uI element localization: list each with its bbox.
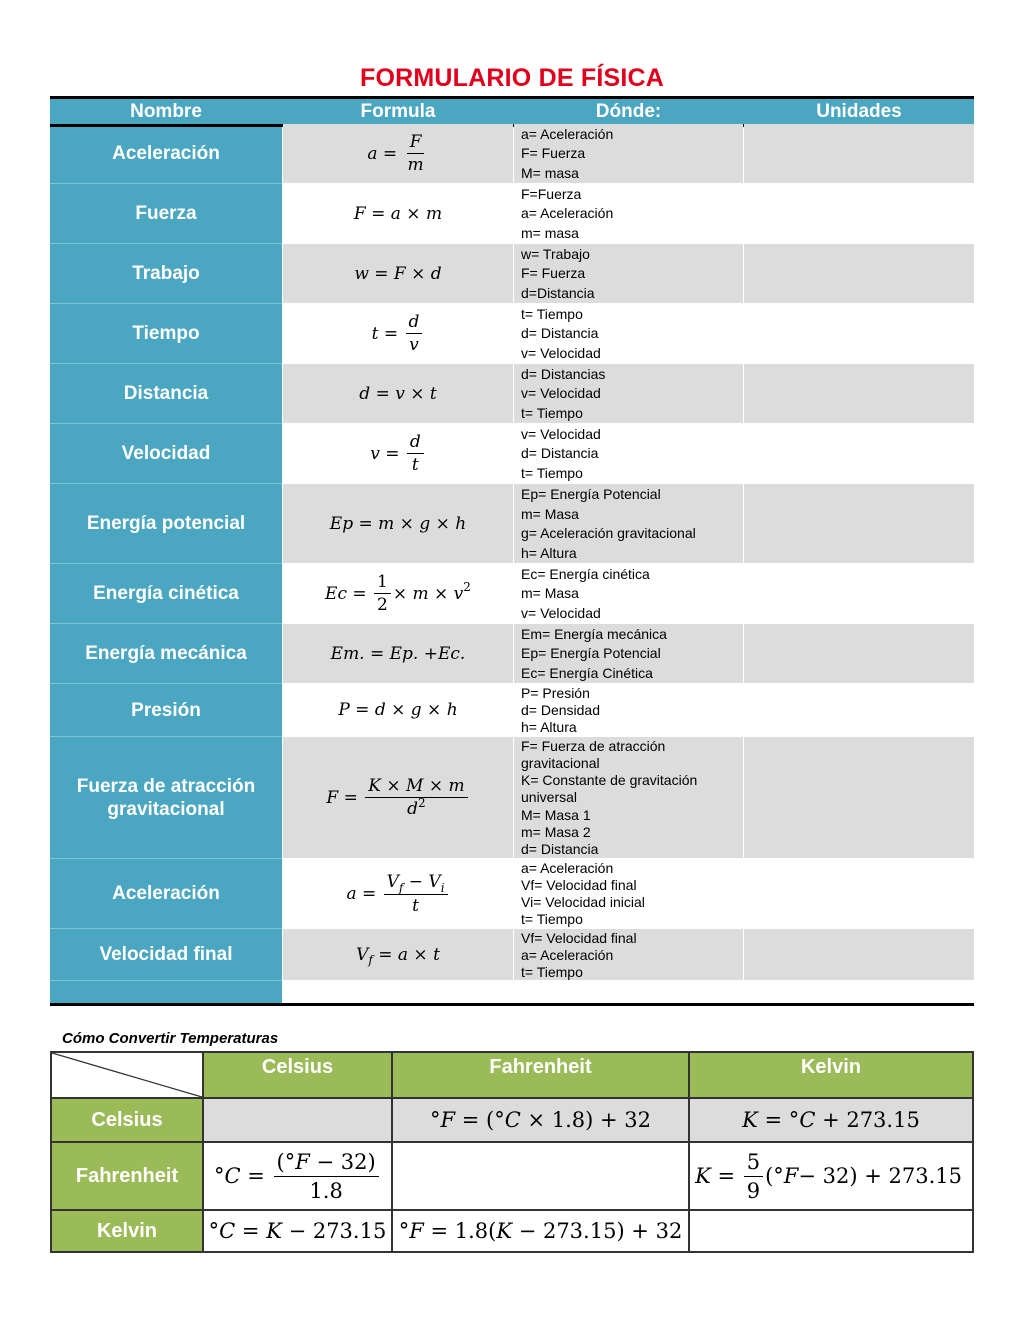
header-nombre: Nombre	[130, 101, 202, 122]
row-where: Vf= Velocidad final a= Aceleración t= Tiempo	[514, 929, 743, 981]
grid-line	[202, 1053, 204, 1251]
row-formula: Ec = $\frac{1}{2}$ × m × v 2	[283, 564, 513, 624]
table-row	[50, 184, 974, 244]
row-where: F= Fuerza de atracción gravitacional K= Constante de gravitación universal M= Masa 1 m= Masa 2 d= Distancia	[514, 737, 743, 859]
row-name: Velocidad final	[50, 929, 282, 981]
grid-line	[52, 1141, 972, 1143]
header-donde: Dónde:	[595, 101, 662, 122]
table-row	[50, 859, 974, 929]
row-formula: a = $\frac{F}{m}$	[283, 124, 513, 184]
temperature-table	[50, 1051, 974, 1253]
physics-formula-table	[50, 96, 974, 1006]
row-units	[744, 859, 974, 929]
row-name: Aceleración	[50, 124, 282, 184]
row-where: Em= Energía mecánica Ep= Energía Potencial Ec= Energía Cinética	[514, 624, 743, 684]
row-formula: P = d × g × h	[283, 684, 513, 737]
row-units	[744, 624, 974, 684]
row-name: Energía cinética	[50, 564, 282, 624]
row-formula: Em. = Ep. +Ec.	[283, 624, 513, 684]
row-formula: Ep = m × g × h	[283, 484, 513, 564]
cell-k-c: °C = K − 273.15	[208, 1219, 387, 1243]
row-where: a= Aceleración Vf= Velocidad final Vi= Velocidad inicial t= Tiempo	[514, 859, 743, 929]
row-label-fahrenheit: Fahrenheit	[52, 1143, 202, 1209]
row-where: Ec= Energía cinética m= Masa v= Velocidad	[514, 564, 743, 624]
row-units	[744, 684, 974, 737]
row-units	[744, 244, 974, 304]
table-row	[50, 564, 974, 624]
row-name: Aceleración	[50, 859, 282, 929]
row-name: Energía mecánica	[50, 624, 282, 684]
row-where: Ep= Energía Potencial m= Masa g= Aceleración gravitacional h= Altura	[514, 484, 743, 564]
table-row	[50, 684, 974, 737]
row-where: v= Velocidad d= Distancia t= Tiempo	[514, 424, 743, 484]
row-where: F=Fuerza a= Aceleración m= masa	[514, 184, 743, 244]
row-units	[744, 124, 974, 184]
cell-c-c	[204, 1099, 391, 1141]
table-row	[50, 929, 974, 981]
row-label-kelvin: Kelvin	[52, 1211, 202, 1251]
row-units	[744, 184, 974, 244]
table-row	[50, 737, 974, 859]
row-name: Distancia	[50, 364, 282, 424]
row-where: w= Trabajo F= Fuerza d=Distancia	[514, 244, 743, 304]
row-units	[744, 364, 974, 424]
corner-cell	[52, 1053, 202, 1097]
diagonal-line	[52, 1053, 202, 1097]
row-units	[744, 484, 974, 564]
row-units	[744, 737, 974, 859]
cell-f-f	[393, 1143, 688, 1209]
grid-line	[52, 1097, 972, 1099]
grid-line	[391, 1053, 393, 1251]
grid-line	[52, 1209, 972, 1211]
table-header	[50, 96, 974, 127]
row-units	[744, 304, 974, 364]
row-name: Tiempo	[50, 304, 282, 364]
header-celsius: Celsius	[204, 1053, 391, 1097]
row-formula: F = $\frac{K \times M \times m}{d^2}$	[283, 737, 513, 859]
header-fahrenheit: Fahrenheit	[393, 1053, 688, 1097]
row-where: a= Aceleración F= Fuerza M= masa	[514, 124, 743, 184]
row-label-celsius: Celsius	[52, 1099, 202, 1141]
row-formula: t = $\frac{d}{v}$	[283, 304, 513, 364]
grid-line	[688, 1053, 690, 1251]
cell-f-c: ° C = $\frac{(^\circ F - 32)}{1.8}$	[204, 1143, 391, 1209]
table-row	[50, 484, 974, 564]
cell-c-k: K = °C + 273.15	[690, 1099, 972, 1141]
table-row	[50, 124, 974, 184]
row-formula: v = $\frac{d}{t}$	[283, 424, 513, 484]
table-row	[50, 624, 974, 684]
row-formula: F = a × m	[283, 184, 513, 244]
row-where: t= Tiempo d= Distancia v= Velocidad	[514, 304, 743, 364]
row-units	[744, 424, 974, 484]
row-formula: a = $\frac{V_f - V_i}{t}$	[283, 859, 513, 929]
cell-k-k	[690, 1211, 972, 1251]
table-row	[50, 424, 974, 484]
header-kelvin: Kelvin	[690, 1053, 972, 1097]
table-row	[50, 304, 974, 364]
table-row	[50, 364, 974, 424]
header-unidades: Unidades	[816, 101, 902, 122]
table-row	[50, 244, 974, 304]
row-name: Presión	[50, 684, 282, 737]
row-formula: w = F × d	[283, 244, 513, 304]
cell-c-f: °F = (°C × 1.8) + 32	[393, 1099, 688, 1141]
row-units	[744, 929, 974, 981]
page-title: FORMULARIO DE FÍSICA	[360, 64, 664, 92]
cell-k-f: °F = 1.8(K − 273.15) + 32	[398, 1219, 683, 1243]
row-name: Trabajo	[50, 244, 282, 304]
header-formula: Formula	[360, 101, 436, 122]
row-formula: d = v × t	[283, 364, 513, 424]
cell-f-k: K = $\frac{5}{9}$ (° F − 32) + 273.15	[695, 1149, 962, 1203]
row-units	[744, 564, 974, 624]
row-name: Velocidad	[50, 424, 282, 484]
temperature-caption: Cómo Convertir Temperaturas	[62, 1030, 279, 1047]
row-where: d= Distancias v= Velocidad t= Tiempo	[514, 364, 743, 424]
table-bottom-border	[50, 1003, 974, 1006]
row-name: Fuerza de atracción gravitacional	[50, 737, 282, 859]
row-name: Fuerza	[50, 184, 282, 244]
row-where: P= Presión d= Densidad h= Altura	[514, 684, 743, 737]
row-formula: V f = a × t	[283, 929, 513, 981]
row-name: Energía potencial	[50, 484, 282, 564]
